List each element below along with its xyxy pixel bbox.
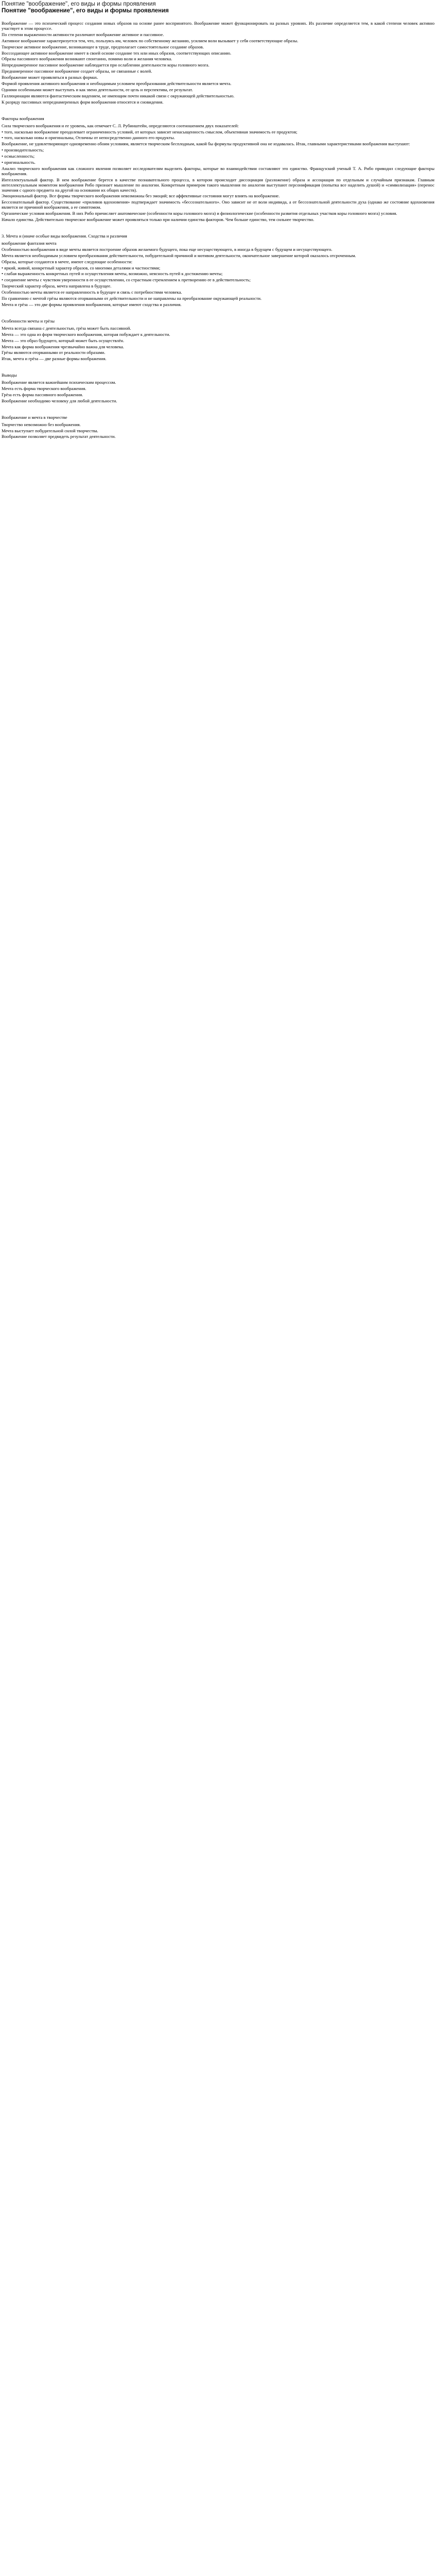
- paragraph: Эмоциональный фактор. Все формы творческого воображения невозможны без эмоций; все аффективные состояния могут влиять на воображение.: [2, 193, 280, 199]
- paragraph: • осмысленность;: [2, 154, 35, 159]
- paragraph: Воображение, не удовлетворяющее одновременно обоим условиям, является творческим бесплодным, какой бы формулы продуктивной она не издавалась. Итак, главными характеристиками воображения выступают:: [2, 141, 410, 147]
- paragraph: Грёза есть форма пассивного воображения.: [2, 392, 83, 397]
- paragraph: Воображение позволяет предвидеть результат деятельности.: [2, 434, 116, 439]
- paragraph: Преднамеренное пассивное воображение создает образы, не связанные с волей.: [2, 69, 152, 74]
- paragraph: По сравнению с мечтой грёзы являются оторванными от действительности и не направлены на преобразование окружающей реальности.: [2, 296, 262, 301]
- section-subheading: воображение фантазия мечта: [2, 240, 57, 246]
- paragraph: Начало единства. Действительно творческое воображение может проявляться только при наличии единства факторов. Чем больше единство, тем сильнее творчество.: [2, 217, 315, 223]
- document: [0, 0, 436, 439]
- paragraph: Интеллектуальный фактор. В нем воображение берется в качестве познавательного процесса, в котором происходит диссоциация (разложение) образа и ассоциация по отдельным и случайным признакам. Главным интеллектуальным моментом воображения Рибо признает мышление по аналогии. Конкретным примером такого мышления по аналогии выступают персонификация (попытка все наделить душой) и «символизация» (перенос значения с одного предмета на другой на основании их общих качеств).: [2, 177, 434, 193]
- page-title: Понятие "воображение", его виды и формы проявления: [2, 1, 156, 7]
- paragraph: • того, насколько новы и оригинальны, Отличны от непосредственно данного его продукты.: [2, 135, 175, 141]
- paragraph: Особенностью воображения в виде мечты является построение образов желаемого будущего, пока еще несуществующего, в иногда в будущем с будущем и несуществующего.: [2, 246, 333, 252]
- paragraph: Анализ творческого воображения как сложного явления позволяет исследователям выделить факторы, которые во взаимодействии составляют это единство. Французский ученый Т. А. Рибо приводил следующие факторы воображения.: [2, 165, 434, 176]
- section-heading: Воображение и мечта в творчестве: [2, 414, 67, 420]
- paragraph: Творческое активное воображение, возникающее в труде, предполагает самостоятельное создание образов.: [2, 44, 204, 49]
- paragraph: Мечта есть форма творческого воображения.: [2, 386, 86, 392]
- paragraph: Образы, которые создаются в мечте, имеют следующие особенности:: [2, 259, 133, 264]
- paragraph: Сила творческого воображения и ее уровень, как отмечает С. Л. Рубинштейн, определяются соотношением двух показателей:: [2, 123, 239, 128]
- paragraph: • соединение мечты с чувством уверенности в ее осуществлении, со страстным стремлением к претворению ее в действительность;: [2, 277, 251, 283]
- creativity-section: [2, 415, 434, 440]
- paragraph: Воображение может проявляться в разных формах.: [2, 75, 98, 80]
- paragraph: • того, насколько воображение преодолевает ограниченность условий, от которых зависит ненасыщенность смыслом, объективная значимость ее продуктов;: [2, 129, 298, 134]
- dream-section: [2, 234, 434, 308]
- paragraph: Формой проявления активного воображения и необходимым условием преобразования действительности является мечта.: [2, 81, 232, 87]
- paragraph: Особенностью мечты является ее направленность в будущее и связь с потребностями человека.: [2, 290, 182, 295]
- paragraph: По степени выраженности активности различают воображение активное и пассивное.: [2, 31, 164, 37]
- section-heading: Особенности мечты и грёзы: [2, 318, 55, 324]
- paragraph: Мечта и грёза — это две формы проявления воображения, которые имеют сходства и различия.: [2, 301, 182, 307]
- paragraph: Органические условия воображения. В них Рибо причисляет анатомические (особенности коры головного мозга) и физиологические (особенности развития отдельных участков коры головного мозга) условия.: [2, 211, 397, 216]
- paragraph: Творческий характер образа, мечта направлена в будущее.: [2, 283, 112, 289]
- paragraph: Творчество невозможно без воображения.: [2, 421, 81, 427]
- section-heading: Выводы: [2, 372, 17, 378]
- dream-daydream-section: [2, 319, 434, 362]
- paragraph: К разряду пассивных непреднамеренных форм воображения относятся и сновидения.: [2, 99, 164, 105]
- section-heading: 3. Мечта и (иначе особые виды воображения. Сходства и различия: [2, 233, 127, 239]
- paragraph: Воображение — это психический процесс создания новых образов на основе ранее воспринятого. Воображение может функционировать на разных уровнях. Их различие определяется тем, в какой степени человек активно участвует в этом процессе.: [2, 21, 434, 31]
- paragraph: Галлюцинации являются фантастическим видением, не имеющим почти никакой связи с окружающей действительностью.: [2, 93, 235, 98]
- paragraph: • оригинальность.: [2, 160, 36, 165]
- paragraph: Итак, мечта и грёза — две разные формы воображения.: [2, 356, 107, 362]
- conclusions-section: [2, 373, 434, 404]
- paragraph: Мечта выступает побудительной силой творчества.: [2, 428, 98, 433]
- paragraph: Непреднамеренное пассивное воображение наблюдается при ослаблении деятельности коры головного мозга.: [2, 62, 210, 68]
- paragraph: Воображение необходимо человеку для любой деятельности.: [2, 398, 117, 403]
- paragraph: Одними особенными может выступать и как звено деятельности, ее цель и перспектива, ее результат.: [2, 87, 193, 92]
- paragraph: Бессознательный фактор. Существование «приливов вдохновения» подтверждает значимость «бессознательного». Оно зависит не от воли индивида, а от бессознательной деятельности духа (однако же состояние вдохновения является не причиной воображения, а ее симптомом.: [2, 199, 434, 210]
- paragraph: Мечта является необходимым условием преобразования действительности, побудительной причиной и мотивом деятельности, окончательное завершение которой оказалось отсроченным.: [2, 252, 356, 258]
- paragraph: Грёзы являются оторванными от реальности образами.: [2, 350, 106, 355]
- intro-section: [2, 21, 434, 105]
- paragraph: • слабая выраженность конкретных путей и осуществления мечты, возможно, неясность путей к достижению мечты;: [2, 271, 223, 277]
- page-subtitle: Понятие "воображение", его виды и формы проявления: [2, 8, 169, 14]
- paragraph: Мечта — это образ будущего, который может быть осуществлён.: [2, 337, 125, 343]
- paragraph: Воображение является важнейшим психическим процессом.: [2, 380, 116, 385]
- paragraph: • производительность;: [2, 147, 44, 153]
- paragraph: Мечта как форма воображения чрезвычайно важна для человека.: [2, 344, 124, 349]
- section-heading: Факторы воображения: [2, 115, 44, 121]
- paragraph: Активное воображение характеризуется тем, что, пользуясь им, человек по собственному желанию, усилием воли вызывает у себя соответствующие образы.: [2, 38, 299, 43]
- paragraph: Мечта всегда связана с деятельностью, грёза может быть пассивной.: [2, 325, 131, 331]
- paragraph: Образы пассивного воображения возникают спонтанно, помимо воли и желания человека.: [2, 56, 172, 62]
- factors-section: [2, 116, 434, 223]
- paragraph: • яркий, живой, конкретный характер образов, со многими деталями и частностями;: [2, 265, 161, 270]
- paragraph: Воссоздающее активное воображение имеет в своей основе создание тех или иных образов, соответствующих описанию.: [2, 50, 232, 56]
- paragraph: Мечта — это одна из форм творческого воображения, которая побуждает к деятельности.: [2, 331, 170, 337]
